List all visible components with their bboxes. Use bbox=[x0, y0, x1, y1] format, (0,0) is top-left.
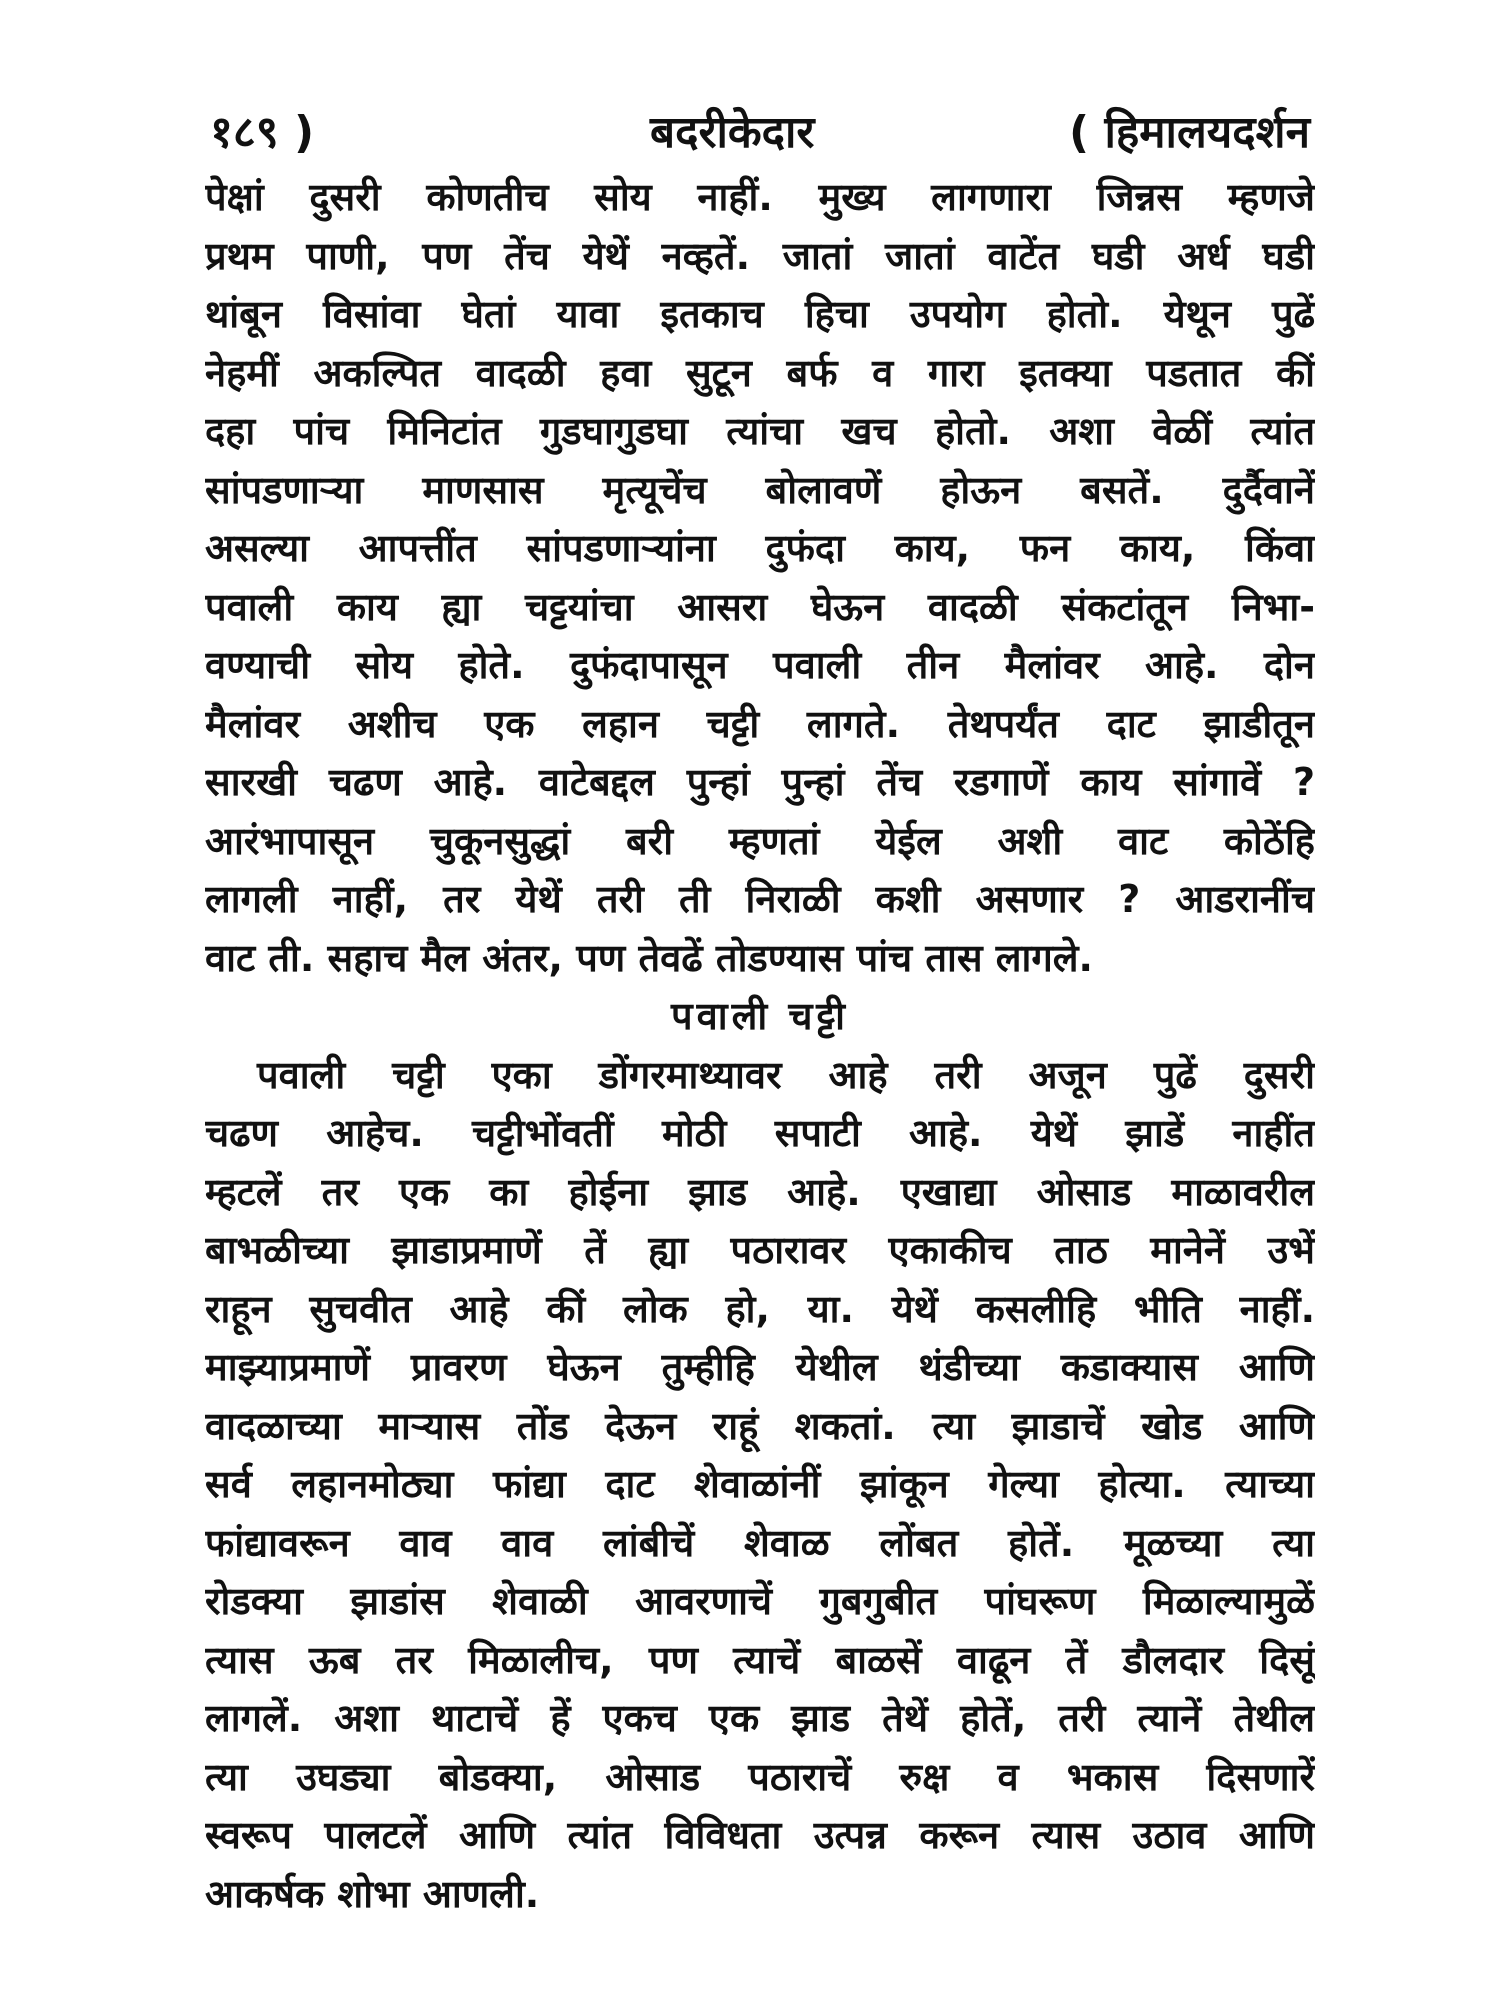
text-line: बाभळीच्या झाडाप्रमाणें तें ह्या पठारावर एकाकीच ताठ मानेनें उभें bbox=[205, 1228, 1315, 1272]
body-text bbox=[205, 168, 1315, 1923]
text-line: असल्या आपत्तींत सांपडणाऱ्यांना दुफंदा काय, फन काय, किंवा bbox=[205, 526, 1315, 570]
text-line: पेक्षां दुसरी कोणतीच सोय नाहीं. मुख्य लागणारा जिन्नस म्हणजे bbox=[205, 175, 1315, 219]
section-heading: पवाली चट्टी bbox=[671, 994, 849, 1038]
text-line: पवाली काय ह्या चट्टयांचा आसरा घेऊन वादळी संकटांतून निभा- bbox=[205, 584, 1315, 629]
text-line: त्यास ऊब तर मिळालीच, पण त्याचें बाळसें वाढून तें डौलदार दिसूं bbox=[205, 1637, 1315, 1682]
text-line: आरंभापासून चुकूनसुद्धां बरी म्हणतां येईल अशी वाट कोठेंहि bbox=[205, 818, 1315, 863]
text-line: सांपडणाऱ्या माणसास मृत्यूचेंच बोलावणें होऊन बसतें. दुर्दैवानें bbox=[205, 467, 1315, 512]
text-line: माझ्याप्रमाणें प्रावरण घेऊन तुम्हीहि येथील थंडीच्या कडाक्यास आणि bbox=[205, 1345, 1315, 1389]
paragraph-pavali-chatti bbox=[205, 1046, 1315, 1924]
text-line: वण्याची सोय होते. दुफंदापासून पवाली तीन मैलांवर आहे. दोन bbox=[205, 643, 1315, 687]
text-line: चढण आहेच. चट्टीभोंवतीं मोठी सपाटी आहे. येथें झाडें नाहींत bbox=[205, 1111, 1315, 1155]
text-line: सर्व लहानमोठ्या फांद्या दाट शेवाळांनीं झांकून गेल्या होत्या. त्याच्या bbox=[205, 1462, 1315, 1506]
text-line: वादळाच्या माऱ्यास तोंड देऊन राहूं शकतां. त्या झाडाचें खोड आणि bbox=[205, 1403, 1315, 1448]
text-line: त्या उघड्या बोडक्या, ओसाड पठाराचें रुक्ष व भकास दिसणारें bbox=[205, 1754, 1315, 1799]
text-line: प्रथम पाणी, पण तेंच येथें नव्हतें. जातां जातां वाटेंत घडी अर्ध घडी bbox=[205, 233, 1315, 278]
text-line: वाट ती. सहाच मैल अंतर, पण तेवढें तोडण्यास पांच तास लागले. bbox=[205, 935, 1093, 980]
paragraph-continuation bbox=[205, 168, 1315, 987]
running-section-title: ( हिमालयदर्शन bbox=[1069, 107, 1310, 158]
page-number: १८९ ) bbox=[210, 107, 315, 158]
text-line: पवाली चट्टी एका डोंगरमाथ्यावर आहे तरी अजून पुढें दुसरी bbox=[257, 1052, 1315, 1097]
text-line: थांबून विसांवा घेतां यावा इतकाच हिचा उपयोग होतो. येथून पुढें bbox=[205, 292, 1315, 336]
text-line: राहून सुचवीत आहे कीं लोक हो, या. येथें कसलीहि भीति नाहीं. bbox=[205, 1286, 1315, 1331]
text-line: आकर्षक शोभा आणली. bbox=[205, 1871, 540, 1916]
text-line: दहा पांच मिनिटांत गुडघागुडघा त्यांचा खच होतो. अशा वेळीं त्यांत bbox=[205, 409, 1315, 453]
running-title: बदरीकेदार bbox=[650, 107, 815, 158]
text-line: लागलें. अशा थाटाचें हें एकच एक झाड तेथें होतें, तरी त्यानें तेथील bbox=[205, 1696, 1315, 1740]
running-header bbox=[210, 100, 1310, 170]
text-line: रोडक्या झाडांस शेवाळी आवरणाचें गुबगुबीत पांघरूण मिळाल्यामुळें bbox=[205, 1579, 1315, 1623]
text-line: सारखी चढण आहे. वाटेबद्दल पुन्हां पुन्हां तेंच रडगाणें काय सांगावें ? bbox=[205, 760, 1315, 804]
text-line: नेहमीं अकल्पित वादळी हवा सुटून बर्फ व गारा इतक्या पडतात कीं bbox=[205, 350, 1315, 395]
text-line: मैलांवर अशीच एक लहान चट्टी लागते. तेथपर्यंत दाट झाडीतून bbox=[205, 701, 1315, 746]
text-line: स्वरूप पालटलें आणि त्यांत विविधता उत्पन्न करून त्यास उठाव आणि bbox=[205, 1813, 1315, 1857]
text-line: लागली नाहीं, तर येथें तरी ती निराळी कशी असणार ? आडरानींच bbox=[205, 877, 1315, 921]
text-line: म्हटलें तर एक का होईना झाड आहे. एखाद्या ओसाड माळावरील bbox=[205, 1169, 1315, 1214]
text-line: फांद्यावरून वाव वाव लांबीचें शेवाळ लोंबत होतें. मूळच्या त्या bbox=[205, 1520, 1315, 1565]
